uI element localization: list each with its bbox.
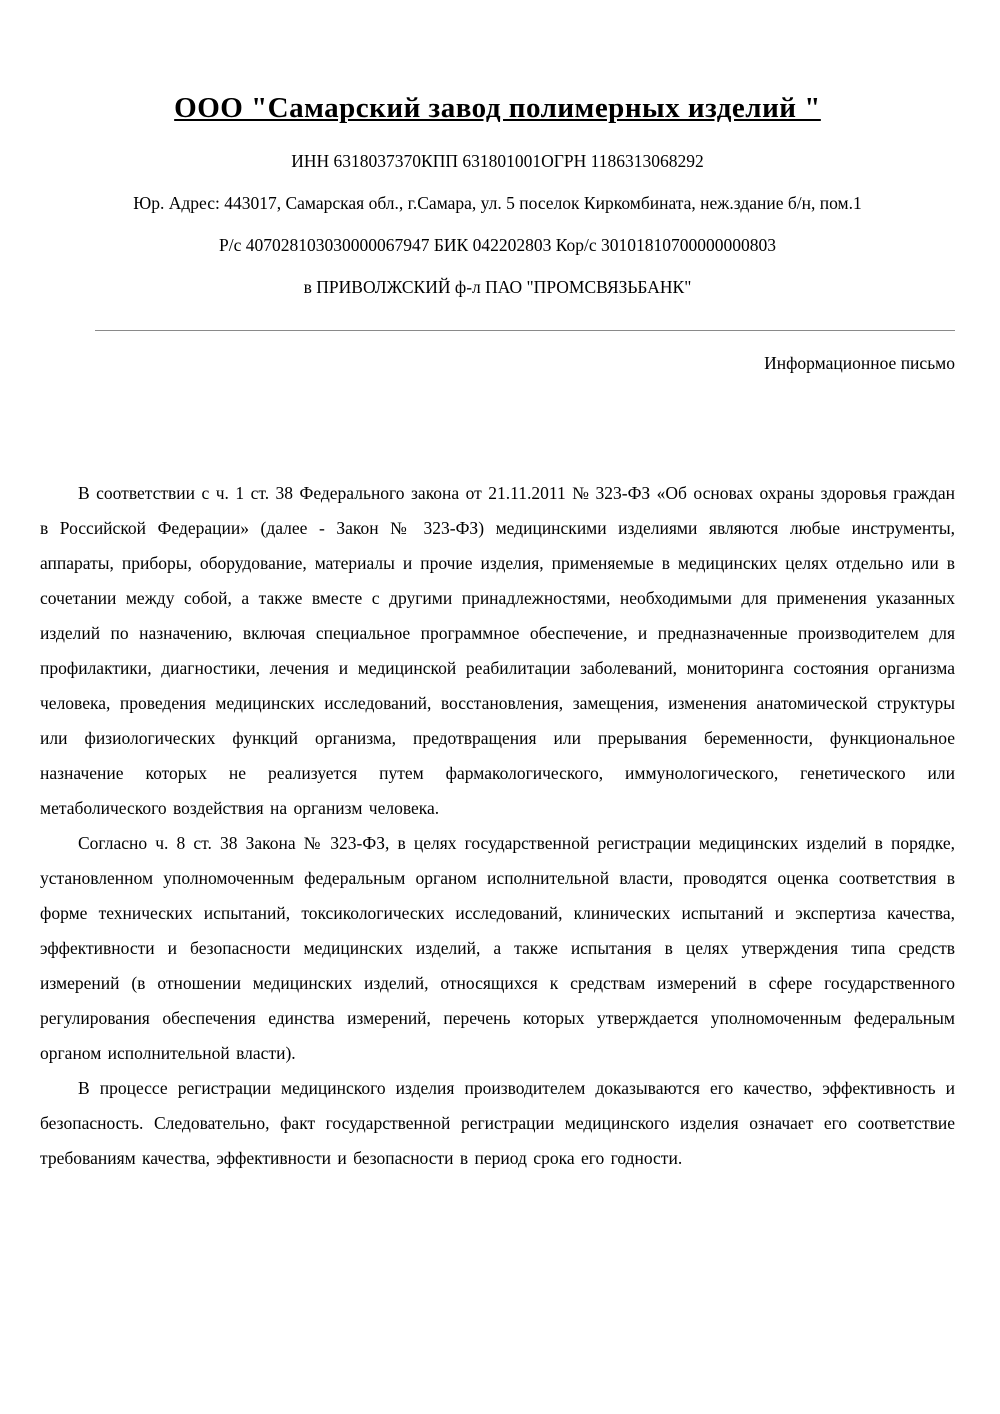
company-bank-line: в ПРИВОЛЖСКИЙ ф-л ПАО "ПРОМСВЯЗЬБАНК"	[303, 277, 692, 297]
doc-type-label: Информационное письмо	[764, 353, 955, 373]
company-title: ООО "Самарский завод полимерных изделий "	[174, 92, 821, 124]
header-divider	[95, 330, 955, 331]
company-address-line: Юр. Адрес: 443017, Самарская обл., г.Самара, ул. 5 поселок Киркомбината, неж.здание б/н, пом.1	[133, 193, 862, 213]
body-paragraph-1: В соответствии с ч. 1 ст. 38 Федерального закона от 21.11.2011 № 323-ФЗ «Об основах охраны здоровья граждан в Российской Федерации» (далее - Закон № 323-ФЗ) медицинскими изделиями являются любые инструменты, аппараты, приборы, оборудование, материалы и прочие изделия, применяемые в медицинских целях отдельно или в сочетании между собой, а также вместе с другими принадлежностями, необходимыми для применения указанных изделий по назначению, включая специальное программное обеспечение, и предназначенные производителем для профилактики, диагностики, лечения и медицинской реабилитации заболеваний, мониторинга состояния организма человека, проведения медицинских исследований, восстановления, замещения, изменения анатомической структуры или физиологических функций организма, предотвращения или прерывания беременности, функциональное назначение которых не реализуется путем фармакологического, иммунологического, генетического или метаболического воздействия на организм человека.	[40, 483, 955, 818]
company-inn-line: ИНН 6318037370КПП 631801001ОГРН 1186313068292	[291, 151, 704, 171]
company-account-line: Р/с 407028103030000067947 БИК 042202803 Кор/с 30101810700000000803	[218, 235, 777, 255]
letter-body	[40, 476, 955, 1176]
body-paragraph-2: Согласно ч. 8 ст. 38 Закона № 323-ФЗ, в целях государственной регистрации медицинских изделий в порядке, установленном уполномоченным федеральным органом исполнительной власти, проводятся оценка соответствия в форме технических испытаний, токсикологических исследований, клинических испытаний и экспертиза качества, эффективности и безопасности медицинских изделий, а также испытания в целях утверждения типа средств измерений (в отношении медицинских изделий, относящихся к средствам измерений в сфере государственного регулирования обеспечения единства измерений, перечень которых утверждается уполномоченным федеральным органом исполнительной власти).	[40, 833, 955, 1063]
body-paragraph-3: В процессе регистрации медицинского изделия производителем доказываются его качество, эффективность и безопасность. Следовательно, факт государственной регистрации медицинского изделия означает его соответствие требованиям качества, эффективности и безопасности в период срока его годности.	[40, 1078, 955, 1168]
